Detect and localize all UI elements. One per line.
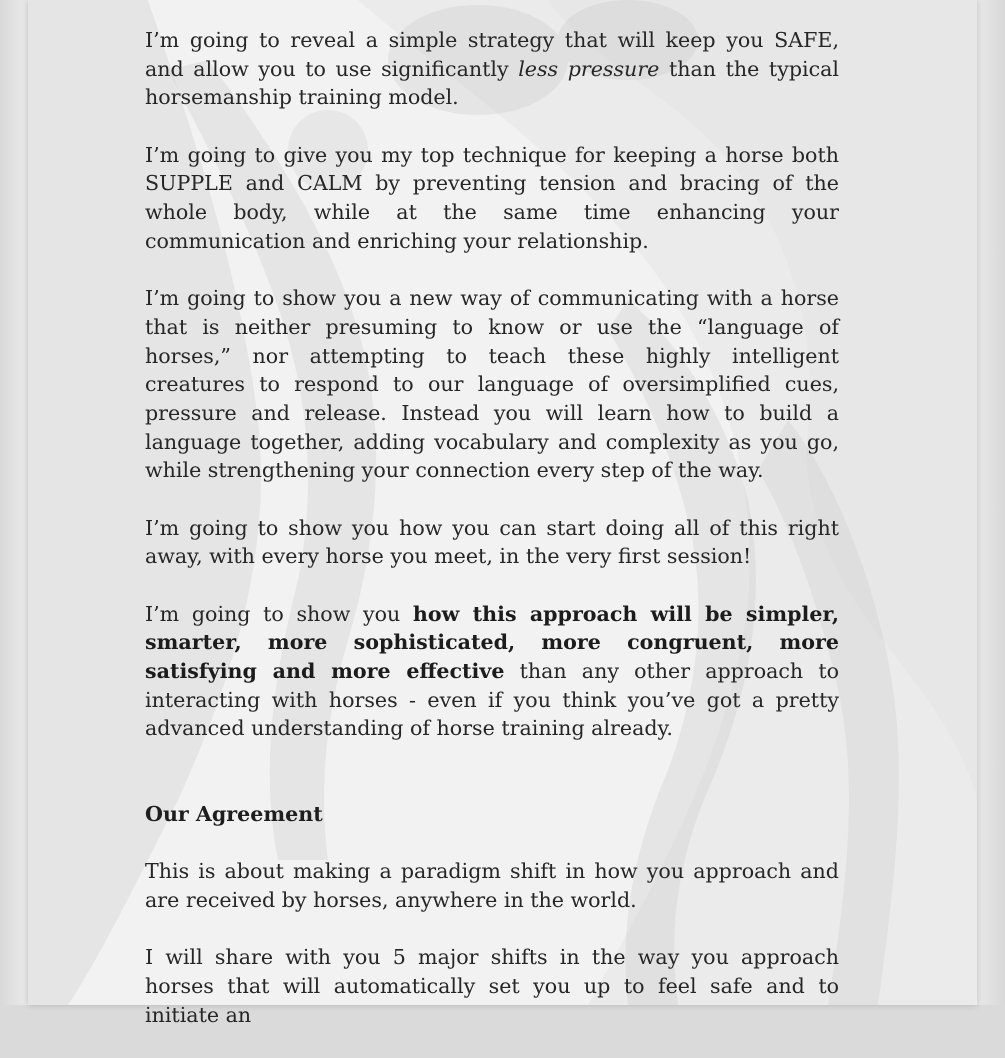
bold-benefits: how this approach will be simpler, smarter, more sophisticated, more congruent, more satisfying and more effective (145, 601, 839, 684)
paragraph-supple-calm: I’m going to give you my top technique for keeping a horse both SUPPLE and CALM by preventing tension and bracing of the whole body, while at the same time enhancing your communication and enriching your relationship. (145, 142, 839, 253)
section-heading-our-agreement: Our Agreement (145, 802, 323, 827)
paragraph-text: I’m going to reveal a simple strategy that will keep you SAFE, and allow you to use significantly (145, 28, 839, 81)
paragraph-text: than the typical horsemanship training model. (145, 56, 839, 110)
paragraph-safe-strategy (145, 26, 839, 112)
emphasis-less-pressure: less pressure (518, 56, 660, 81)
document-page (28, 0, 977, 1027)
paragraph-approach-benefits (145, 600, 839, 744)
paragraph-communication: I’m going to show you a new way of communicating with a horse that is neither presuming to know or use the “language of horses,” nor attempting to teach these highly intelligent creatures to respond to our language of oversimplified cues, pressure and release. Instead you will learn how to build a language together, adding vocabulary and complexity as you go, while strengthening your connection every step of the way. (145, 286, 839, 483)
paragraph-five-shifts: I will share with you 5 major shifts in the way you approach horses that will automatically set you up to feel safe and to initiate an (145, 945, 839, 1027)
paragraph-text: than any other approach to interacting with horses - even if you think you’ve got a pretty advanced understanding of horse training already. (145, 659, 839, 741)
paragraph-text: I’m going to show you (145, 601, 413, 626)
document-body (145, 26, 839, 1058)
paragraph-first-session: I’m going to show you how you can start doing all of this right away, with every horse you meet, in the very first session! (145, 515, 839, 569)
paragraph-paradigm-shift: This is about making a paradigm shift in how you approach and are received by horses, anywhere in the world. (145, 859, 839, 913)
